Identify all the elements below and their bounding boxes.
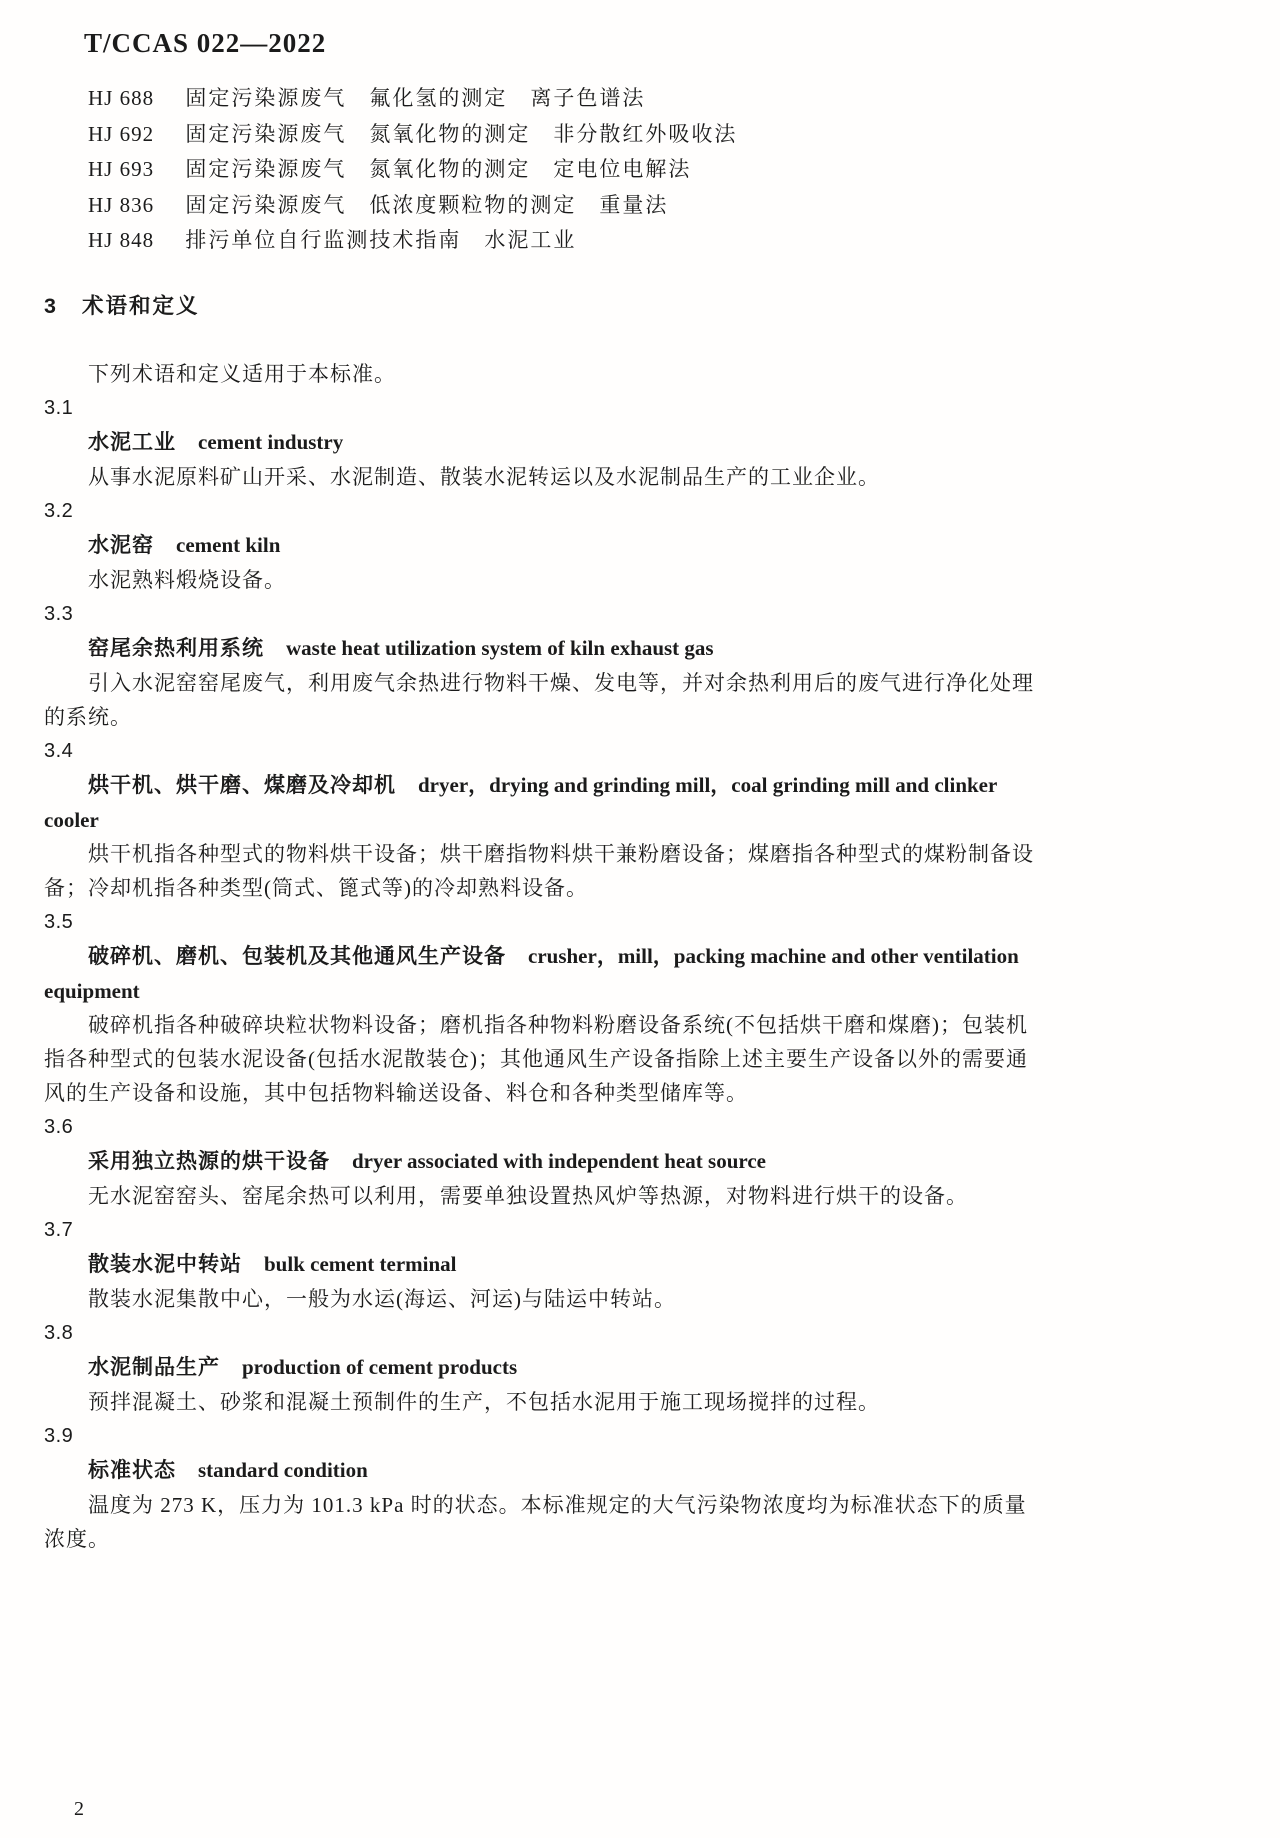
reference-code: HJ 836: [88, 192, 155, 217]
reference-title: 固定污染源废气 氮氧化物的测定 非分散红外吸收法: [185, 121, 738, 146]
section-number: 3: [44, 293, 56, 318]
terms-list: [44, 391, 1044, 1556]
reference-code: HJ 692: [88, 121, 155, 146]
term-heading: [44, 425, 1044, 460]
term-name-en: waste heat utilization system of kiln exhaust gas: [286, 635, 714, 660]
term-entry: [44, 905, 1044, 1110]
term-entry: [44, 1419, 1044, 1556]
term-number: 3.1: [44, 396, 74, 419]
term-name-zh: 采用独立热源的烘干设备: [88, 1149, 330, 1173]
term-entry: [44, 734, 1044, 905]
term-definition: 水泥熟料煅烧设备。: [88, 567, 286, 592]
term-heading: [44, 939, 1044, 1008]
term-name-en: bulk cement terminal: [264, 1251, 457, 1276]
reference-title: 固定污染源废气 低浓度颗粒物的测定 重量法: [185, 192, 669, 217]
term-name-zh: 窑尾余热利用系统: [88, 636, 264, 660]
term-name-zh: 散装水泥中转站: [88, 1252, 242, 1276]
term-definition: 烘干机指各种型式的物料烘干设备；烘干磨指物料烘干兼粉磨设备；煤磨指各种型式的煤粉制备设备；冷却机指各种类型(筒式、篦式等)的冷却熟料设备。: [44, 841, 1034, 900]
term-name-zh: 破碎机、磨机、包装机及其他通风生产设备: [88, 944, 506, 968]
section-intro: 下列术语和定义适用于本标准。: [88, 361, 396, 386]
reference-code: HJ 848: [88, 228, 155, 252]
reference-item: [88, 152, 1044, 188]
term-number: 3.3: [44, 602, 74, 625]
reference-item: [88, 223, 1044, 259]
term-entry: [44, 1316, 1044, 1419]
term-name-zh: 标准状态: [88, 1458, 176, 1482]
term-entry: [44, 1213, 1044, 1316]
term-name-zh: 水泥工业: [88, 430, 176, 454]
reference-title: 排污单位自行监测技术指南 水泥工业: [185, 228, 577, 252]
doc-code-header: T/CCAS 022—2022: [84, 28, 327, 58]
term-name-zh: 水泥制品生产: [88, 1355, 220, 1379]
term-number: 3.4: [44, 739, 74, 762]
term-name-en: production of cement products: [242, 1354, 518, 1379]
term-name-en: dryer associated with independent heat source: [352, 1148, 766, 1173]
normative-references-list: [88, 81, 1044, 259]
reference-title: 固定污染源废气 氮氧化物的测定 定电位电解法: [185, 157, 692, 181]
reference-item: [88, 81, 1044, 117]
term-heading: [44, 1247, 1044, 1282]
term-heading: [44, 1453, 1044, 1488]
section-title: 术语和定义: [81, 293, 200, 318]
reference-item: [88, 188, 1044, 224]
term-entry: [44, 391, 1044, 494]
term-name-en: standard condition: [198, 1457, 368, 1482]
term-number: 3.9: [44, 1424, 74, 1447]
term-heading: [44, 768, 1044, 837]
term-entry: [44, 597, 1044, 734]
term-name-en: crusher，mill，packing machine and other ventilation equipment: [44, 943, 1019, 1003]
term-entry: [44, 494, 1044, 597]
section-heading: [44, 289, 1044, 323]
term-number: 3.8: [44, 1321, 74, 1344]
term-heading: [44, 1144, 1044, 1179]
reference-code: HJ 688: [88, 86, 155, 110]
term-number: 3.2: [44, 499, 74, 522]
term-name-zh: 烘干机、烘干磨、煤磨及冷却机: [88, 773, 396, 797]
term-definition: 温度为 273 K，压力为 101.3 kPa 时的状态。本标准规定的大气污染物浓度均为标准状态下的质量浓度。: [44, 1492, 1027, 1551]
page-number: 2: [74, 1798, 84, 1820]
term-name-en: cement industry: [198, 429, 344, 454]
term-heading: [44, 1350, 1044, 1385]
term-name-en: dryer，drying and grinding mill，coal grinding mill and clinker cooler: [44, 772, 997, 832]
term-heading: [44, 631, 1044, 666]
term-definition: 无水泥窑窑头、窑尾余热可以利用，需要单独设置热风炉等热源，对物料进行烘干的设备。: [88, 1183, 968, 1208]
term-number: 3.5: [44, 910, 74, 933]
term-definition: 从事水泥原料矿山开采、水泥制造、散装水泥转运以及水泥制品生产的工业企业。: [88, 464, 880, 489]
reference-item: [88, 117, 1044, 153]
term-definition: 破碎机指各种破碎块粒状物料设备；磨机指各种物料粉磨设备系统(不包括烘干磨和煤磨)；包装机指各种型式的包装水泥设备(包括水泥散装仓)；其他通风生产设备指除上述主要生产设备以外的需要通风的生产设备和设施，其中包括物料输送设备、料仓和各种类型储库等。: [44, 1012, 1028, 1105]
reference-code: HJ 693: [88, 157, 155, 181]
term-definition: 引入水泥窑窑尾废气，利用废气余热进行物料干燥、发电等，并对余热利用后的废气进行净化处理的系统。: [44, 670, 1034, 729]
term-name-zh: 水泥窑: [88, 533, 154, 557]
term-number: 3.6: [44, 1115, 74, 1138]
term-heading: [44, 528, 1044, 563]
term-definition: 预拌混凝土、砂浆和混凝土预制件的生产，不包括水泥用于施工现场搅拌的过程。: [88, 1389, 880, 1414]
term-number: 3.7: [44, 1218, 74, 1241]
term-definition: 散装水泥集散中心，一般为水运(海运、河运)与陆运中转站。: [88, 1286, 676, 1311]
reference-title: 固定污染源废气 氟化氢的测定 离子色谱法: [185, 86, 646, 110]
term-entry: [44, 1110, 1044, 1213]
term-name-en: cement kiln: [176, 532, 281, 557]
